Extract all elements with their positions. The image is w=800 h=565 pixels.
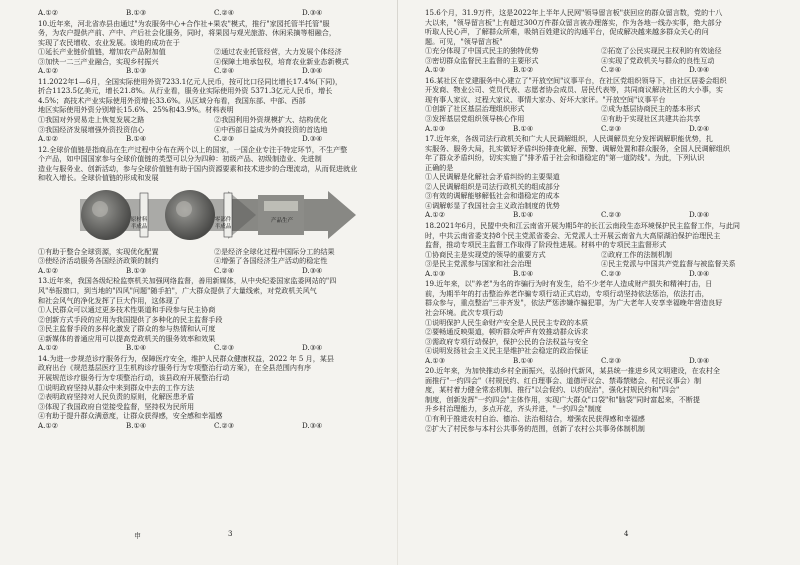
page-divider	[397, 0, 398, 565]
statement-item: ③加快一二三产业融合，实现乡村振兴	[38, 56, 159, 66]
question-text: 20.近年来，为加快推动乡村全面振兴，弘扬时代新风，某县统一推进乡风文明建设，在农村全	[425, 366, 721, 376]
question-text: 地区实际使用外资分别增长15.6%、25%和43.9%。材料表明	[38, 105, 234, 115]
question-12	[38, 145, 390, 276]
statement-item: ②要畅通反映渠道，顿听群众呼声有效推动群众诉求	[425, 327, 589, 337]
statement-item: ①有助于整合全球资源，实现优化配置	[38, 246, 159, 256]
option-b: B.①③	[126, 265, 147, 275]
statement-item: ②表明政府坚持对人民负责的原则，化解医患矛盾	[38, 392, 195, 402]
option-b: B.①③	[126, 66, 147, 76]
option-d: D.③④	[302, 134, 323, 144]
question-19	[425, 279, 777, 365]
page-number-left: 3	[228, 530, 233, 538]
question-text: 开展规范诊疗服务行为专项整治行动，该县政府开展整治行动	[38, 372, 230, 382]
question-text: 正确的是	[425, 162, 454, 172]
option-d: D.③④	[302, 8, 323, 17]
question-text: 题。可见，"领导留言板"	[425, 36, 503, 46]
question-text: 4.5%；高技术产业实际使用外资增长33.6%。从区域分布看，我国东部、中部、西部	[38, 95, 306, 105]
statement-item: ②是经济全球化过程中国际分工的结果	[214, 246, 335, 256]
option-c: C.②③	[601, 355, 622, 365]
statement-item: ②成为基层协商民主的基本形式	[601, 104, 701, 114]
question-16	[425, 76, 777, 133]
question-text: 实现了农民增收、农业发展。该地的成功在于	[38, 37, 180, 47]
question-text: 监督，推动专项民主监督工作取得了阶段性进展。材料中的专项民主监督形式	[425, 240, 667, 250]
statement-item: ①说明保护人民生命财产安全是人民民主专政的本质	[425, 317, 589, 327]
statement-item: ④保障土地承包权，培育农业新业态新模式	[214, 56, 349, 66]
statement-item: ②扩大了村民参与本村公共事务的范围，创新了农村公共事务体制机制	[425, 423, 645, 433]
question-text: 社会环境。此次专项行动	[425, 307, 504, 317]
option-a: A.①③	[425, 123, 446, 133]
question-text: 群众参与，重点整治"三非齐发"，依法严惩涉嫌诈骗犯罪，为广大老年人安享幸福晚年营造良好	[425, 298, 723, 308]
option-a: A.①②	[425, 210, 446, 220]
statement-item: ②我国利用外资规模扩大、结构优化	[214, 115, 328, 125]
option-b: B.①④	[126, 134, 147, 144]
question-text: 大以来，"领导留言板"上有超过300万件群众留言被办理落实，作为各地一线办实事，绝大部分	[425, 17, 722, 27]
question-9-options	[38, 8, 390, 18]
option-d: D.③④	[689, 355, 710, 365]
question-text: 政府出台《规范基层医疗卫生机构诊疗服务行为专项整治行动方案》，在全县范围内有序	[38, 363, 312, 373]
statement-item: ④实现了党政机关与群众的良性互动	[601, 55, 715, 65]
option-a: A.①③	[425, 355, 446, 365]
question-text: 听取人民心声，了解群众所难，吸纳百姓建议的沟通平台，促成解决越来越多群众关心的问	[425, 27, 709, 37]
option-c: C.②③	[214, 343, 235, 353]
statement-item: ②人民调解组织是司法行政机关的组成部分	[425, 181, 560, 191]
statement-item: ④中西部日益成为外商投资的首选地	[214, 124, 328, 134]
figure-label-component: 零部件 半成品	[214, 216, 232, 230]
statement-item: ③有效的调解能够解低社会和谐稳定的成本	[425, 191, 560, 201]
option-c: C.②③	[601, 268, 622, 278]
option-b: B.①②	[513, 65, 534, 75]
value-chain-diagram	[78, 185, 358, 245]
question-text: 开发商、物业公司、党员代表、志愿者协会成员、居民代表等，共同商议解决社区的大小事，实	[425, 85, 723, 95]
question-15	[425, 8, 777, 75]
option-b: B.①④	[513, 210, 534, 220]
statement-item: ③民主监督手段的多样化激发了群众的参与热情和认可度	[38, 324, 216, 334]
option-a: A.①③	[425, 268, 446, 278]
question-text: 12.全球价值链是指商品在生产过程中分布在两个以上的国家，一国企业专注于特定环节，不生产整	[38, 144, 348, 154]
statement-item: ③是民主党派参与国家和社会治理	[425, 259, 532, 269]
question-10	[38, 19, 390, 76]
question-text: 实服务、服务大局，扎实做好矛盾纠纷排查化解、预警、调解处置和群众服务，全国人民调解组织	[425, 143, 731, 153]
question-text: 17.近年来，各级司法行政机关和广大人民调解组织，人民调解员充分发挥调解职能优势，扎	[425, 134, 713, 144]
statement-item: ①协商民主是实现党的领导的重要方式	[425, 249, 546, 259]
question-text: 年了群众矛盾纠纷，切实实施了"排矛盾于社会和谐稳定的"第一道防线"。为此，下列认识	[425, 153, 705, 163]
question-text: 16.某社区在党建服务中心建立了"开放空间"议事平台，在社区党组织领导下，由社区居委会组织	[425, 75, 727, 85]
statement-item: ③需政府专项行动保护，保护公民的合法权益与安全	[425, 336, 589, 346]
margin-mark: 申	[134, 532, 141, 540]
question-text: 和社会风气的净化发挥了巨大作用，这体现了	[38, 295, 180, 305]
component-disc	[165, 190, 215, 240]
option-c: C.②④	[214, 8, 235, 17]
option-a: A.①②	[38, 66, 59, 76]
question-text: 造业与服务业、创新活动，参与全球价值链有助于国内资源要素和技术进步的合理流动，从而促进就业	[38, 163, 358, 173]
option-d: D.③④	[689, 65, 710, 75]
figure-label-raw: 原材料 半成品	[130, 216, 148, 230]
option-a: A.①②	[38, 8, 59, 17]
option-d: D.③④	[689, 210, 710, 220]
option-d: D.③④	[302, 265, 323, 275]
option-c: C.②③	[601, 123, 622, 133]
statement-item: ①说明政府坚持从群众中来到群众中去的工作方法	[38, 382, 195, 392]
page-3-column	[38, 8, 390, 431]
option-a: A.①②	[38, 134, 59, 144]
statement-item: ①人民群众可以通过更多技术性渠道和手段参与民主协商	[38, 305, 216, 315]
option-c: C.②③	[601, 210, 622, 220]
statement-item: ②政府工作的法制机制	[601, 249, 672, 259]
page-4-column	[425, 8, 777, 434]
question-20	[425, 366, 777, 433]
statement-item: ①延长产业链价值链，增加农产品附加值	[38, 47, 166, 57]
option-c: C.②④	[214, 66, 235, 76]
question-text: 度，某村着力健全常态机制、推行"以会促约、以约促治"，强化村规民约和"四会"	[425, 385, 680, 395]
statement-item: ①有利于推进农村自治、德治、法治相结合，增强农民获得感和幸福感	[425, 413, 645, 423]
option-d: D.③④	[689, 268, 710, 278]
statement-item: ④调解彰显了我国社会主义政治制度的优势	[425, 200, 560, 210]
question-text: 风"举报窗口，到当地的"四风"问题"随手拍"，广大群众提供了大量线索，对党政机关风气	[38, 286, 317, 296]
option-c: C.②④	[601, 65, 622, 75]
question-text: 前，为期半年的打击整治养老诈骗专项行动正式启动，专项行动坚持依法惩治，依法打击，	[425, 288, 709, 298]
value-chain-figure	[78, 185, 358, 245]
option-b: B.①③	[126, 8, 147, 17]
option-c: C.②③	[214, 134, 235, 144]
option-d: D.③④	[302, 420, 323, 430]
question-14	[38, 354, 390, 430]
question-text: 务，为农户提供产前、产中、产后社会化服务，同时，将果园与观光旅游、休闲采摘等相融合，	[38, 28, 336, 38]
statement-item: ②拓宽了公民实现民主权利的有效途径	[601, 46, 722, 56]
option-a: A.①③	[425, 65, 446, 75]
option-d: D.③④	[302, 343, 323, 353]
question-text: 10.近年来，河北省赤县由通过"为农服务中心+合作社+果农"模式，推行"家园托管半托管"服	[38, 18, 330, 28]
question-18	[425, 221, 777, 278]
statement-item: ④有助于提升群众满意度，让群众获得感，安全感和幸福感	[38, 411, 223, 421]
statement-item: ①创新了社区基层治理组织形式	[425, 104, 525, 114]
question-text: 升乡村治理能力，多点开花，齐头并进，"一约四会"制度	[425, 404, 602, 414]
statement-item: ①我国对外贸易走上恢复发展之路	[38, 115, 145, 125]
question-13	[38, 276, 390, 352]
raw-material-disc	[81, 190, 131, 240]
option-d: D.②④	[689, 123, 710, 133]
statement-item: ①充分体现了中国式民主的独特优势	[425, 46, 539, 56]
page-number-right: 4	[624, 530, 629, 538]
statement-item: ③密切群众监督民主监督的主要形式	[425, 55, 539, 65]
question-11	[38, 77, 390, 144]
statement-item: ③发挥基层党组织领导核心作用	[425, 114, 525, 124]
question-17	[425, 134, 777, 220]
statement-item: ③我国经济发展增强外资投资信心	[38, 124, 145, 134]
question-text: 11.2022年1—6月，全国实际使用外资7233.1亿元人民币，按可比口径同比增长17.4%(下同)，	[38, 76, 343, 86]
option-c: C.②③	[214, 420, 235, 430]
statement-item: ③体现了我国政府自觉接受监督，坚持权为民所用	[38, 401, 195, 411]
option-b: B.①④	[513, 355, 534, 365]
question-text: 个产品，如中国国家参与全球价值链的类型可以分为四种：初级产品、初级制造业、先进制	[38, 154, 322, 164]
statement-item: ②通过农业托管经营，大力发展个体经济	[214, 47, 342, 57]
option-b: B.①④	[126, 420, 147, 430]
question-text: 折合1123.5亿美元，增长21.8%。从行业看，服务业实际使用外资 5371.3亿元人民币，增长	[38, 86, 333, 96]
option-d: D.③④	[302, 66, 323, 76]
statement-item: ④说明发扬社会主义民主是维护社会稳定的政治保证	[425, 346, 589, 356]
option-b: B.①④	[513, 123, 534, 133]
question-text: 15.6个月，31.9万件，这是2022年上半年人民网"领导留言板"获回应的群众留言数，党的十八	[425, 8, 723, 17]
statement-item: ①人民调解是化解社会矛盾纠纷的主要渠道	[425, 172, 560, 182]
question-text: 现有事人家议、过程大家议、事情大家办、好坏大家评。"开放空间"议事平台	[425, 94, 666, 104]
option-b: B.①④	[513, 268, 534, 278]
option-a: A.①②	[38, 420, 59, 430]
question-text: 和收入增长。全球价值链的形成和发展	[38, 173, 159, 183]
statement-item: ④民主党派与中国共产党监督与被监督关系	[601, 259, 736, 269]
option-a: A.①②	[38, 343, 59, 353]
statement-item: ④增强了各国经济生产活动的稳定性	[214, 256, 328, 266]
statement-item: ④新媒体的普通应用可以提高党政机关的服务效率和效果	[38, 333, 216, 343]
statement-item: ②创新方式手段的应用为我国提供了多种化的民主监督手段	[38, 314, 223, 324]
figure-label-product: 产品生产	[270, 217, 293, 224]
statement-item: ④有助于实现社区共建共治共享	[601, 114, 701, 124]
question-text: 时，中共云南省委支持8个民主党派省委会、无党派人士开展云南省九大高原湖泊保护治理民主	[425, 230, 721, 240]
option-a: A.①②	[38, 265, 59, 275]
question-text: 13.近年来，我国各级纪检监察机关加强网络监督，善用新媒体，从中央纪委国家监委网站的"四	[38, 276, 337, 286]
question-text: 面推行"一约四会"（村规民约、红白理事会、道德评议会、禁毒禁赌会、村民议事会）制	[425, 375, 702, 385]
question-text: 14.为进一步规范诊疗服务行为，保障医疗安全，维护人民群众健康权益，2022 年 5 月，某县	[38, 353, 334, 363]
question-text: 18.2021年6月，民盟中央和江云南省开展为期5年的长江云南段生态环境保护民主监督工作，与此同	[425, 221, 741, 231]
option-b: B.①④	[126, 343, 147, 353]
statement-item: ③使经济活动服务各国经济政策的制约	[38, 256, 159, 266]
option-c: C.②④	[214, 265, 235, 275]
question-text: 19.近年来，以"养老"为名的诈骗行为时有发生，给不少老年人造成财产损失和精神打击，日	[425, 279, 713, 289]
question-text: 制度，创新发挥"一约四会"主体作用，实现广大群众"口袋"和"脑袋"同时富起来，不断提	[425, 394, 700, 404]
